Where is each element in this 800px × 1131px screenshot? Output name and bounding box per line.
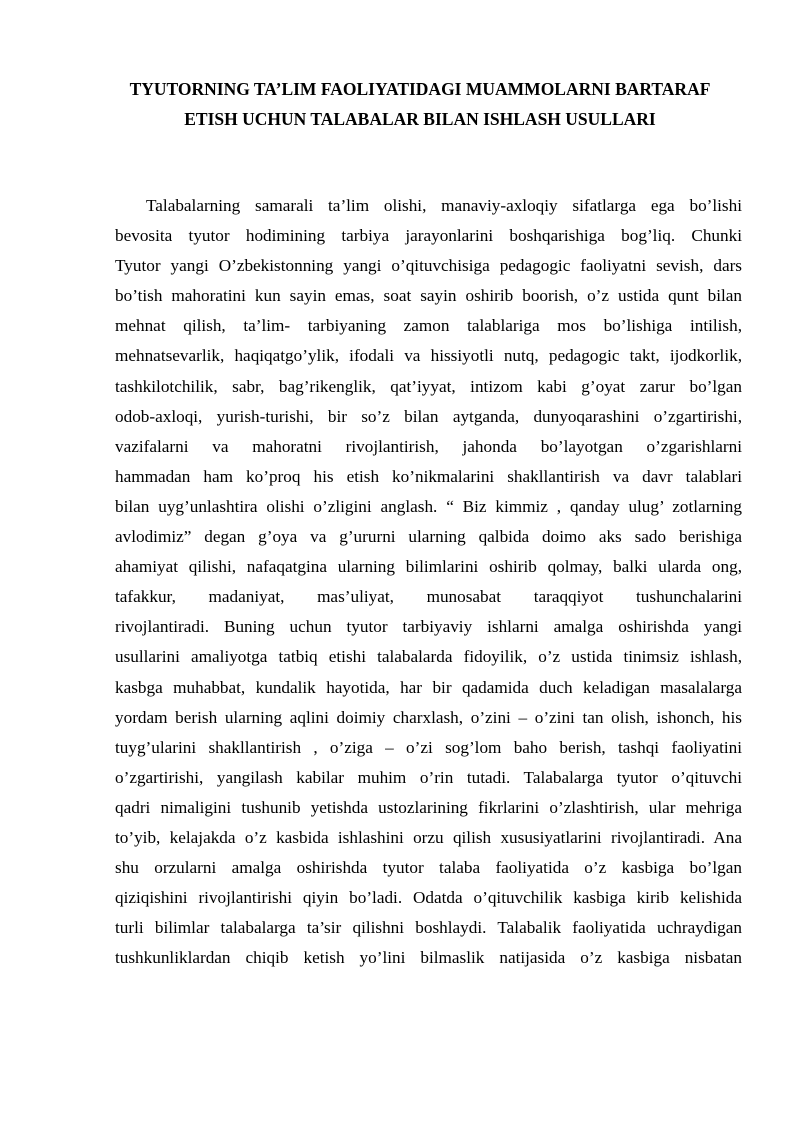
paragraph-line: ahamiyat qilishi, nafaqatgina ularning bilimlarini oshirib qolmay, balki ularda ong, [115,557,742,577]
paragraph-line: tashkilotchilik, sabr, bag’rikenglik, qat’iyyat, intizom kabi g’oyat zarur bo’lgan [115,376,742,396]
paragraph-line: tushkunliklardan chiqib ketish yo’lini bilmaslik natijasida o’z kasbiga nisbatan [115,948,742,968]
paragraph-line: bilan uyg’unlashtira olishi o’zligini anglash. “ Biz kimmiz , qanday ulug’ zotlarning [115,496,742,516]
title-line: ETISH UCHUN TALABALAR BILAN ISHLASH USULLARI [184,109,656,129]
paragraph-line: mehnat qilish, ta’lim- tarbiyaning zamon talablariga mos bo’lishiga intilish, [115,316,742,336]
paragraph-line: bevosita tyutor hodimining tarbiya jarayonlarini boshqarishiga bog’liq. Chunki [115,226,742,246]
paragraph-line: o’zgartirishi, yangilash kabilar muhim o’rin tutadi. Talabalarga tyutor o’qituvchi [115,767,742,787]
paragraph-line: to’yib, kelajakda o’z kasbida ishlashini orzu qilish xususiyatlarini rivojlantiradi. Ana [115,827,742,847]
title-line: TYUTORNING TA’LIM FAOLIYATIDAGI MUAMMOLARNI BARTARAF [129,79,711,99]
paragraph-line: usullarini amaliyotga tatbiq etishi talabalarda fidoyilik, o’z ustida tinimsiz ishlash, [115,647,742,667]
paragraph-line: Tyutor yangi O’zbekistonning yangi o’qituvchisiga pedagogic faoliyatni sevish, dars [115,256,742,276]
paragraph-line: hammadan ham ko’proq his etish ko’nikmalarini shakllantirish va davr talablari [115,466,742,486]
paragraph-line: rivojlantiradi. Buning uchun tyutor tarbiyaviy ishlarni amalga oshirishda yangi [115,617,742,637]
paragraph-line: odob-axloqi, yurish-turishi, bir so’z bilan aytganda, dunyoqarashini o’zgartirishi, [115,406,742,426]
document-title [100,74,740,134]
paragraph-line: qiziqishini rivojlantirishi qiyin bo’ladi. Odatda o’qituvchilik kasbiga kirib kelishida [115,888,742,908]
paragraph-line: vazifalarni va mahoratni rivojlantirish, jahonda bo’layotgan o’zgarishlarni [115,436,742,456]
paragraph-line: mehnatsevarlik, haqiqatgo’ylik, ifodali va hissiyotli nutq, pedagogic takt, ijodkorlik, [115,346,742,366]
paragraph-line: bo’tish mahoratini kun sayin emas, soat sayin oshirib boorish, o’z ustida qunt bilan [115,286,742,306]
paragraph-line: avlodimiz” degan g’oya va g’ururni ularning qalbida doimo aks sado berishiga [115,527,742,547]
paragraph-line: shu orzularni amalga oshirishda tyutor talaba faoliyatida o’z kasbiga bo’lgan [115,858,742,878]
paragraph-line: turli bilimlar talabalarga ta’sir qilishni boshlaydi. Talabalik faoliyatida uchraydigan [115,918,742,938]
paragraph-line: qadri nimaligini tushunib yetishda ustozlarining fikrlarini o’zlashtirish, ular mehriga [115,797,742,817]
paragraph-line: Talabalarning samarali ta’lim olishi, manaviy-axloqiy sifatlarga ega bo’lishi [146,196,742,215]
paragraph-line: kasbga muhabbat, kundalik hayotida, har bir qadamida duch keladigan masalalarga [115,677,742,697]
body-paragraph [115,191,742,973]
paragraph-line: tuyg’ularini shakllantirish , o’ziga – o’zi sog’lom baho berish, tashqi faoliyatini [115,737,742,757]
paragraph-line: tafakkur, madaniyat, mas’uliyat, munosabat taraqqiyot tushunchalarini [115,587,742,607]
paragraph-line: yordam berish ularning aqlini doimiy charxlash, o’zini – o’zini tan olish, ishonch, his [115,707,742,727]
